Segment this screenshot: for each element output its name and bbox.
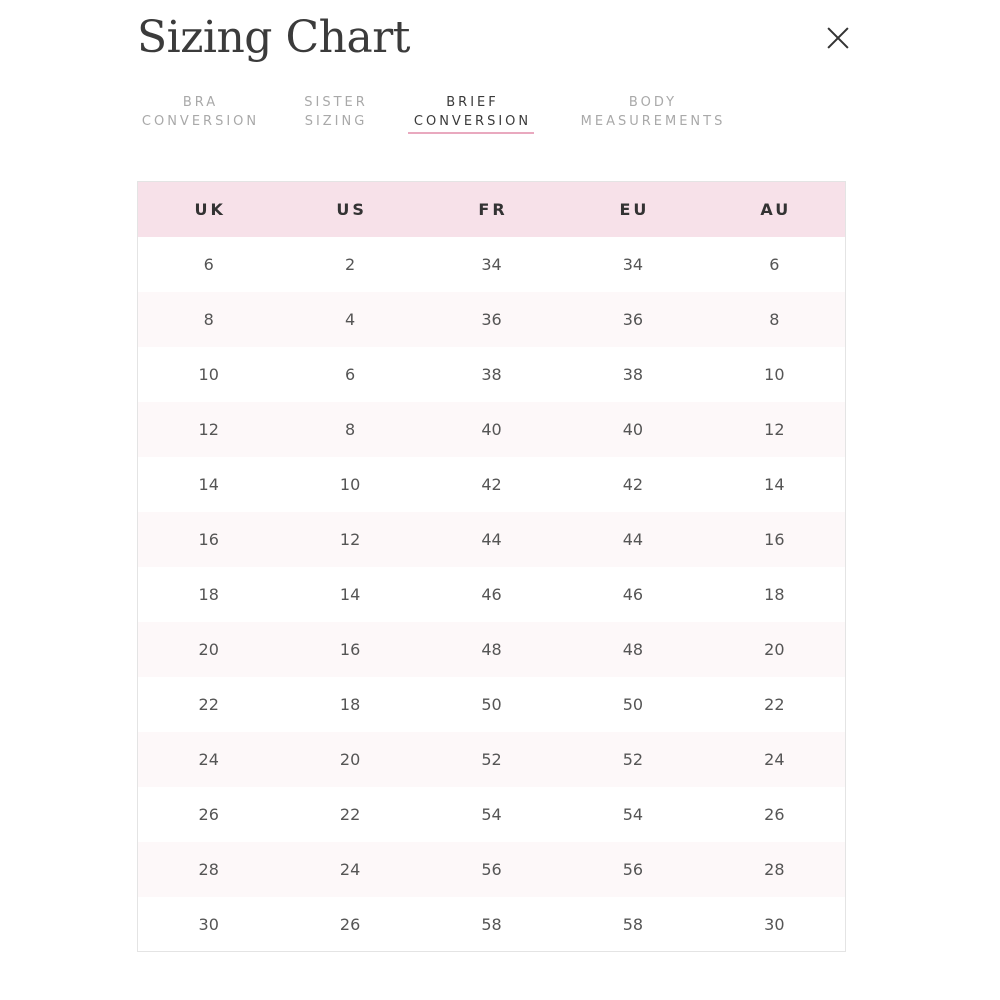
tab-label-line2: SIZING [304, 114, 368, 129]
tab-sister-sizing[interactable] [302, 93, 370, 131]
table-cell: 48 [481, 640, 502, 659]
table-cell: 30 [198, 915, 219, 934]
table-body [138, 237, 845, 952]
table-cell: 36 [481, 310, 502, 329]
table-cell: 18 [198, 585, 219, 604]
column-header-uk: UK [194, 200, 226, 219]
table-cell: 12 [198, 420, 219, 439]
table-cell: 28 [764, 860, 785, 879]
table-cell: 56 [622, 860, 644, 879]
table-cell: 58 [481, 915, 502, 934]
table-cell: 24 [339, 860, 361, 879]
table-cell: 34 [622, 255, 644, 274]
table-cell: 8 [203, 310, 214, 329]
table-cell: 2 [345, 255, 356, 274]
column-header-fr: FR [478, 200, 508, 219]
tab-label-line1: BODY [628, 95, 678, 110]
table-header-row [138, 182, 845, 237]
table-row [138, 842, 845, 897]
table-cell: 44 [481, 530, 502, 549]
table-cell: 18 [339, 695, 361, 714]
table-cell: 28 [198, 860, 219, 879]
table-cell: 38 [622, 365, 644, 384]
table-cell: 6 [203, 255, 214, 274]
table-cell: 16 [198, 530, 219, 549]
tab-body-measurements[interactable] [574, 93, 732, 131]
table-cell: 46 [481, 585, 502, 604]
table-cell: 12 [339, 530, 361, 549]
table-cell: 42 [481, 475, 502, 494]
table-cell: 8 [769, 310, 780, 329]
table-row [138, 512, 845, 567]
table-row [138, 347, 845, 402]
table-cell: 56 [481, 860, 502, 879]
table-row [138, 292, 845, 347]
tab-label-line1: BRIEF [446, 95, 499, 110]
page-title: Sizing Chart [137, 12, 410, 63]
table-cell: 14 [764, 475, 785, 494]
size-conversion-table [137, 181, 846, 952]
table-cell: 24 [198, 750, 219, 769]
tab-label-line2: CONVERSION [141, 114, 260, 129]
table-cell: 12 [764, 420, 785, 439]
table-cell: 16 [339, 640, 361, 659]
table-cell: 50 [481, 695, 502, 714]
column-header-eu: EU [619, 200, 650, 219]
table-row [138, 732, 845, 787]
tab-brief-conversion[interactable] [408, 93, 537, 131]
table-cell: 58 [622, 915, 644, 934]
tab-label-line2: CONVERSION [413, 114, 532, 129]
table-cell: 22 [764, 695, 785, 714]
table-cell: 54 [622, 805, 644, 824]
table-cell: 40 [622, 420, 644, 439]
table-row [138, 402, 845, 457]
table-row [138, 787, 845, 842]
table-row [138, 622, 845, 677]
table-cell: 46 [622, 585, 644, 604]
table-row [138, 237, 845, 292]
close-icon[interactable] [822, 22, 854, 54]
table-cell: 22 [198, 695, 219, 714]
table-cell: 10 [764, 365, 785, 384]
table-cell: 54 [481, 805, 502, 824]
table-cell: 36 [622, 310, 644, 329]
tab-label-line1: BRA [182, 95, 219, 110]
table-cell: 52 [622, 750, 644, 769]
table-row [138, 457, 845, 512]
table-cell: 10 [198, 365, 219, 384]
table-cell: 6 [769, 255, 780, 274]
column-header-us: US [336, 200, 367, 219]
table-row [138, 897, 845, 952]
table-cell: 24 [764, 750, 785, 769]
table-cell: 34 [481, 255, 502, 274]
table-cell: 26 [339, 915, 361, 934]
column-header-au: AU [760, 200, 792, 219]
table-cell: 44 [622, 530, 644, 549]
table-cell: 20 [198, 640, 219, 659]
table-cell: 26 [764, 805, 785, 824]
table-cell: 4 [345, 310, 356, 329]
table-cell: 40 [481, 420, 502, 439]
table-cell: 14 [198, 475, 219, 494]
table-cell: 10 [339, 475, 361, 494]
table-cell: 20 [339, 750, 361, 769]
table-cell: 38 [481, 365, 502, 384]
table-cell: 22 [339, 805, 361, 824]
table-cell: 48 [622, 640, 644, 659]
table-cell: 30 [764, 915, 785, 934]
table-cell: 6 [345, 365, 356, 384]
table-cell: 20 [764, 640, 785, 659]
table-cell: 26 [198, 805, 219, 824]
tab-label-line1: SISTER [304, 95, 368, 110]
table-cell: 50 [622, 695, 644, 714]
table-cell: 42 [622, 475, 644, 494]
table-cell: 14 [339, 585, 361, 604]
table-cell: 16 [764, 530, 785, 549]
table-cell: 18 [764, 585, 785, 604]
tab-bra-conversion[interactable] [137, 93, 264, 131]
table-row [138, 567, 845, 622]
tab-label-line2: MEASUREMENTS [580, 114, 726, 129]
table-row [138, 677, 845, 732]
table-cell: 52 [481, 750, 502, 769]
table-cell: 8 [345, 420, 356, 439]
